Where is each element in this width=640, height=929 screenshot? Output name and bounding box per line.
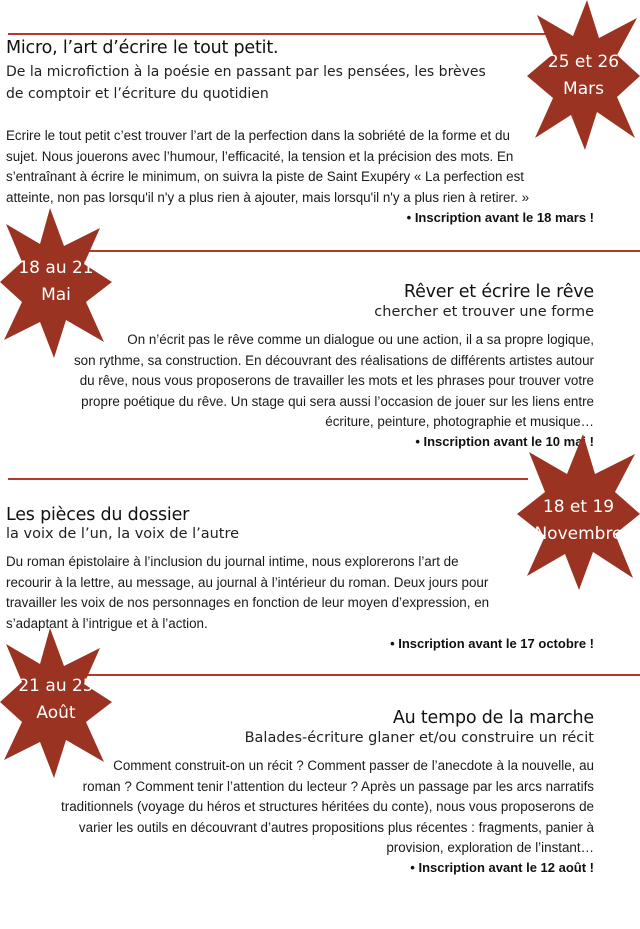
- date-badge: [0, 208, 112, 358]
- date-line-2: Mars: [563, 79, 604, 99]
- date-line-2: Août: [36, 703, 76, 723]
- registration-deadline: • Inscription avant le 17 octobre !: [390, 636, 594, 651]
- workshop-title: Micro, l’art d’écrire le tout petit.: [6, 38, 279, 58]
- date-badge: [527, 0, 640, 150]
- workshop-description: Du roman épistolaire à l’inclusion du journal intime, nous explorerons l’art de recourir à la lettre, au message, au journal à l’intérieur du roman. Deux jours pour travailler les voix de nos personnages en fonction de leur moyen d’expression, en s’adaptant à l’intrigue et à l’action.: [6, 554, 490, 631]
- workshop-description: Comment construit-on un récit ? Comment passer de l’anecdote à la nouvelle, au roman ? Comment tenir l’attention du lecteur ? Après un passage par les arcs narratifs traditionnels (voyage du héros et structures héritées du conte), nous vous proposerons de varier les outils en découvrant d’autres propositions plus récentes : fragments, panier à provision, exploration de l’instant…: [61, 758, 594, 855]
- registration-deadline: • Inscription avant le 12 août !: [410, 860, 594, 875]
- section-divider: [86, 250, 640, 252]
- workshop-title: Au tempo de la marche: [392, 708, 594, 728]
- starburst-shape: [527, 0, 640, 150]
- workshop-subtitle-line2: de comptoir et l’écriture du quotidien: [6, 86, 269, 102]
- section-divider: [8, 478, 528, 480]
- registration-deadline: • Inscription avant le 18 mars !: [406, 210, 594, 225]
- date-line-1: 25 et 26: [547, 52, 620, 72]
- date-line-1: 18 au 21: [18, 258, 94, 278]
- workshop-description: On n’écrit pas le rêve comme un dialogue ou une action, il a sa propre logique, son rythme, sa construction. En découvrant des réalisations de différents artistes autour du rêve, nous vous proposerons de travailler les mots et les phrases pour trouver votre propre poétique du rêve. Un stage qui sera aussi l’occasion de jouer sur les liens entre écriture, peinture, photographie et musique…: [73, 332, 594, 429]
- workshop-subtitle: De la microfiction à la poésie en passant par les pensées, les brèves: [6, 64, 486, 80]
- date-line-2: Mai: [41, 285, 71, 305]
- date-badge: [0, 628, 112, 778]
- date-badge: [517, 434, 640, 590]
- date-line-1: 18 et 19: [542, 497, 615, 517]
- workshop-subtitle: Balades-écriture glaner et/ou construire un récit: [244, 730, 594, 746]
- date-line-1: 21 au 25: [18, 676, 94, 696]
- registration-deadline: • Inscription avant le 10 mai !: [415, 434, 594, 449]
- workshop-title: Rêver et écrire le rêve: [403, 282, 594, 302]
- workshop-subtitle: chercher et trouver une forme: [374, 304, 594, 320]
- workshop-description: Ecrire le tout petit c’est trouver l’art de la perfection dans la sobriété de la forme et du sujet. Nous jouerons avec l’humour, l’efficacité, la tension et la précision des mots. En s’entraînant à écrire le minimum, on suivra la piste de Saint Exupéry « La perfection est atteinte, non pas lorsqu'il n'y a plus rien à ajouter, mais lorsqu'il n'y a plus rien à retirer. »: [6, 128, 530, 205]
- date-line-2: Novembre: [534, 524, 623, 544]
- section-divider: [86, 674, 640, 676]
- workshop-title: Les pièces du dossier: [6, 505, 190, 525]
- section-divider: [8, 33, 554, 35]
- workshop-subtitle: la voix de l’un, la voix de l’autre: [6, 526, 240, 542]
